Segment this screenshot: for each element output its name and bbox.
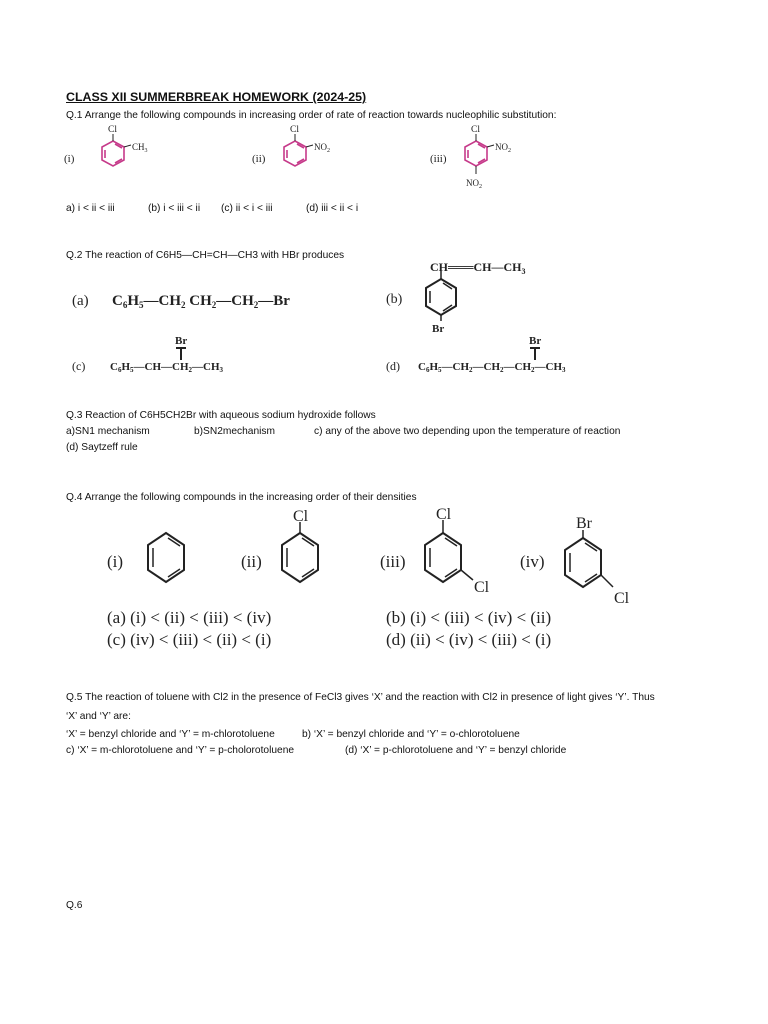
q2-d-formula: C6H5—CH2—CH2—CH2—CH3 <box>418 361 566 374</box>
q2-b-chain: $CH═══CH—CH_3$ <box>430 260 526 276</box>
q3-question: Q.3 Reaction of C6H5CH2Br with aqueous sodium hydroxide follows <box>66 410 376 421</box>
q1-compound-ii <box>252 125 330 166</box>
q1-option-c: (c) ii < i < iii <box>221 203 273 214</box>
q1-option-b: (b) i < iii < ii <box>148 203 201 214</box>
q1-compound-ii-label: (ii) <box>252 153 266 165</box>
q4-option-d: (d) (ii) < (iv) < (iii) < (i) <box>386 630 552 649</box>
q5-option-b: b) ‘X’ = benzyl chloride and ‘Y’ = o-chlorotoluene <box>302 729 520 740</box>
q1-compound-i <box>64 125 148 166</box>
q1-option-a: a) i < ii < iii <box>66 203 115 214</box>
q3-option-a: a)SN1 mechanism <box>66 426 150 437</box>
q5-option-d: (d) ‘X’ = p-chlorotoluene and ‘Y’ = benzyl chloride <box>345 745 567 756</box>
q2-c-formula: C6H5—CH—CH2—CH3 <box>110 361 224 374</box>
q4-iv-cl: Cl <box>614 590 630 607</box>
q5-option-a: ‘X’ = benzyl chloride and ‘Y’ = m-chlorotoluene <box>66 729 275 740</box>
q3-option-d: (d) Saytzeff rule <box>66 442 138 453</box>
q4-iii-label: (iii) <box>380 552 406 571</box>
q4-option-a: (a) (i) < (ii) < (iii) < (iv) <box>107 608 272 627</box>
q1-compound-i-label: (i) <box>64 153 75 165</box>
q2-d-label: (d) <box>386 359 400 373</box>
q3-option-b: b)SN2mechanism <box>194 426 275 437</box>
q5-question-cont: ‘X’ and ‘Y’ are: <box>66 711 131 722</box>
q1-option-d: (d) iii < ii < i <box>306 203 359 214</box>
q2-b-br: Br <box>432 323 445 335</box>
q4-compound-iii <box>380 506 490 596</box>
q4-iv-br: Br <box>576 515 592 532</box>
q6-label: Q.6 <box>66 900 83 911</box>
q4-ii-cl: Cl <box>293 508 309 525</box>
q1-ii-no2: $NO_2$ <box>314 142 330 154</box>
q1-iii-cl: Cl <box>471 125 480 135</box>
q4-compound-iv <box>520 515 630 607</box>
q5-question: Q.5 The reaction of toluene with Cl2 in the presence of FeCl3 gives ‘X’ and the reaction with Cl2 in presence of light gives ‘Y’. Thus <box>66 692 655 703</box>
q1-i-ch3: $CH_3$ <box>132 142 148 154</box>
q2-a-formula: $C_6H_5—CH_2$ $CH_2—CH_2—Br$ <box>112 293 290 310</box>
q4-i-label: (i) <box>107 552 124 571</box>
q4-ii-label: (ii) <box>241 552 262 571</box>
q4-iii-cl-top: Cl <box>436 506 452 523</box>
q4-option-b: (b) (i) < (iii) < (iv) < (ii) <box>386 608 552 627</box>
q2-option-a <box>72 293 290 310</box>
q4-option-c: (c) (iv) < (iii) < (ii) < (i) <box>107 630 272 649</box>
q4-compound-i <box>107 533 184 582</box>
q2-d-br: Br <box>529 335 542 347</box>
q1-question: Q.1 Arrange the following compounds in increasing order of rate of reaction towards nucleophilic substitution: <box>66 110 557 121</box>
q1-compound-iii-label: (iii) <box>430 153 447 165</box>
q2-option-b <box>386 260 526 335</box>
q1-compound-iii <box>430 125 511 190</box>
q1-ii-cl: Cl <box>290 125 299 135</box>
q2-option-d <box>386 335 566 374</box>
q3-option-c: c) any of the above two depending upon the temperature of reaction <box>314 426 621 437</box>
q2-b-label: (b) <box>386 292 403 307</box>
q5-option-c: c) ‘X’ = m-chlorotoluene and ‘Y’ = p-cholorotoluene <box>66 745 295 756</box>
q4-iii-cl-meta: Cl <box>474 579 490 596</box>
q4-question: Q.4 Arrange the following compounds in the increasing order of their densities <box>66 492 417 503</box>
q4-iv-label: (iv) <box>520 552 545 571</box>
q1-iii-no2-bottom: $NO_2$ <box>466 178 482 190</box>
q4-compound-ii <box>241 508 318 582</box>
q2-c-br: Br <box>175 335 188 347</box>
q1-i-cl: Cl <box>108 125 117 135</box>
page-title: CLASS XII SUMMERBREAK HOMEWORK (2024-25) <box>66 90 367 104</box>
q2-a-label: (a) <box>72 293 89 309</box>
q2-option-c <box>72 335 224 374</box>
q2-question: Q.2 The reaction of C6H5—CH=CH—CH3 with HBr produces <box>66 250 345 261</box>
q1-iii-no2-top: $NO_2$ <box>495 142 511 154</box>
q2-c-label: (c) <box>72 359 86 373</box>
